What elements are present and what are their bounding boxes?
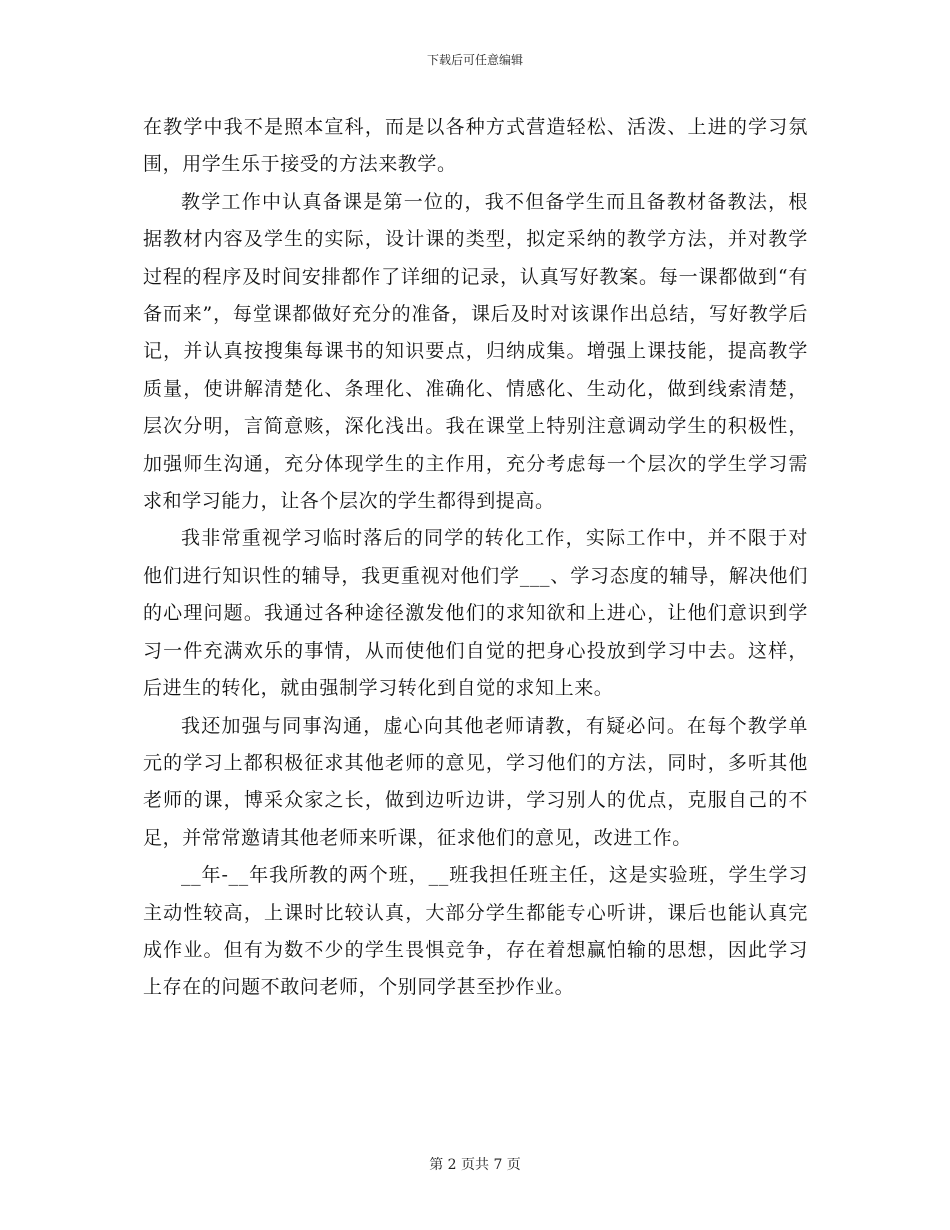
page-number: 第 2 页共 7 页 xyxy=(429,1157,521,1173)
paragraph-4: 我还加强与同事沟通，虚心向其他老师请教，有疑必问。在每个教学单元的学习上都积极征求其他老师的意见，学习他们的方法，同时，多听其他老师的课，博采众家之长，做到边听边讲，学习别人的优点，克服自己的不足，并常常邀请其他老师来听课，征求他们的意见，改进工作。 xyxy=(143,714,808,849)
page-header: 下载后可任意编辑 xyxy=(426,53,523,67)
paragraph-1: 在教学中我不是照本宣科，而是以各种方式营造轻松、活泼、上进的学习氛围，用学生乐于接受的方法来教学。 xyxy=(143,116,808,176)
paragraph-3: 我非常重视学习临时落后的同学的转化工作，实际工作中，并不限于对他们进行知识性的辅导，我更重视对他们学___、学习态度的辅导，解决他们的心理问题。我通过各种途径激发他们的求知欲和上进心，让他们意识到学习一件充满欢乐的事情，从而使他们自觉的把身心投放到学习中去。这样，后进生的转化，就由强制学习转化到自觉的求知上来。 xyxy=(143,527,808,700)
paragraph-2: 教学工作中认真备课是第一位的，我不但备学生而且备教材备教法，根据教材内容及学生的实际，设计课的类型，拟定采纳的教学方法，并对教学过程的程序及时间安排都作了详细的记录，认真写好教案。每一课都做到“有备而来”，每堂课都做好充分的准备，课后及时对该课作出总结，写好教学后记，并认真按搜集每课书的知识要点，归纳成集。增强上课技能，提高教学质量，使讲解清楚化、条理化、准确化、情感化、生动化，做到线索清楚，层次分明，言简意赅，深化浅出。我在课堂上特别注意调动学生的积极性，加强师生沟通，充分体现学生的主作用，充分考虑每一个层次的学生学习需求和学习能力，让各个层次的学生都得到提高。 xyxy=(143,190,808,513)
document-body xyxy=(143,109,808,1007)
paragraph-5: __年-__年我所教的两个班，__班我担任班主任，这是实验班，学生学习主动性较高，上课时比较认真，大部分学生都能专心听讲，课后也能认真完成作业。但有为数不少的学生畏惧竞争，存在着想赢怕输的思想，因此学习上存在的问题不敢问老师，个别同学甚至抄作业。 xyxy=(143,864,808,999)
